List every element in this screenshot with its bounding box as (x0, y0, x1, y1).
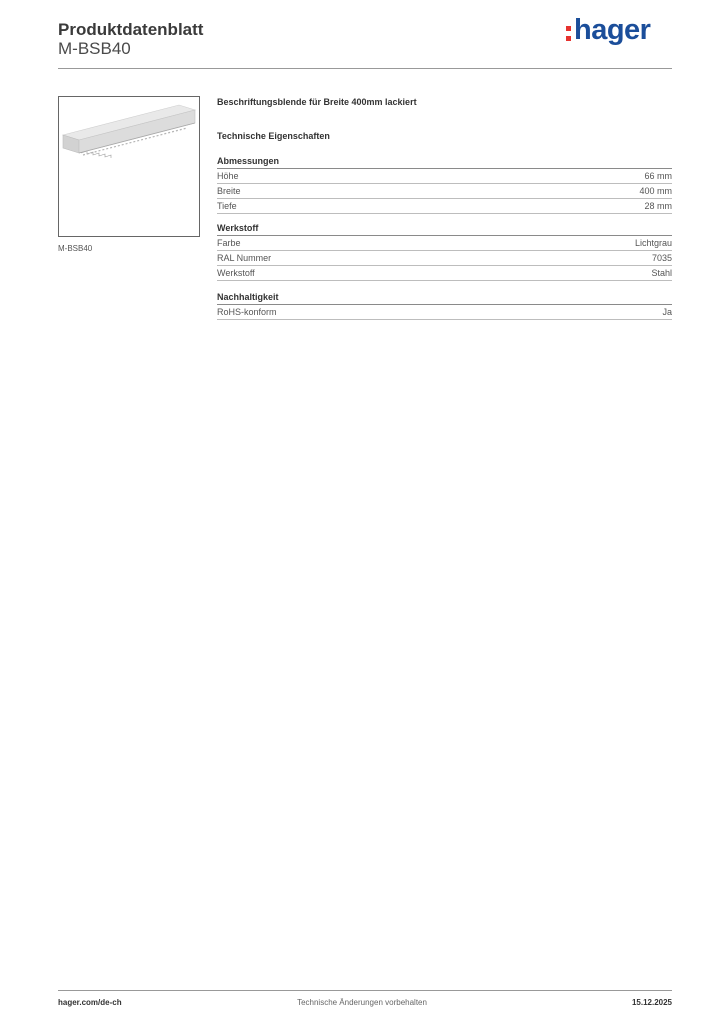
table-row (217, 199, 672, 214)
row-value: 400 mm (639, 186, 672, 196)
section-title: Werkstoff (217, 223, 672, 236)
table-row (217, 305, 672, 320)
technical-heading: Technische Eigenschaften (217, 131, 330, 141)
footer-website-link[interactable]: hager.com/de-ch (58, 998, 122, 1007)
footer-notice: Technische Änderungen vorbehalten (297, 998, 427, 1007)
footer-date: 15.12.2025 (631, 998, 672, 1007)
product-description: Beschriftungsblende für Breite 400mm lackiert (217, 97, 417, 107)
section-dimensions (217, 156, 672, 214)
row-label: Werkstoff (217, 268, 255, 278)
table-row (217, 266, 672, 281)
row-label: RAL Nummer (217, 253, 272, 263)
row-value: 7035 (651, 253, 672, 263)
hager-logo[interactable] (566, 14, 650, 47)
table-row (217, 251, 672, 266)
row-label: Tiefe (217, 201, 237, 211)
image-caption: M-BSB40 (58, 244, 93, 253)
logo-text: hager (574, 14, 651, 46)
section-title: Nachhaltigkeit (217, 292, 672, 305)
header-divider (58, 68, 672, 69)
footer-divider (58, 990, 672, 991)
row-value: Lichtgrau (634, 238, 672, 248)
row-label: Farbe (217, 238, 241, 248)
row-value: 66 mm (644, 171, 672, 181)
page-title: Produktdatenblatt (58, 20, 204, 39)
row-value: 28 mm (644, 201, 672, 211)
row-label: Höhe (217, 171, 239, 181)
section-sustainability (217, 292, 672, 320)
table-row (217, 169, 672, 184)
table-row (217, 236, 672, 251)
product-code: M-BSB40 (58, 39, 131, 58)
section-material (217, 223, 672, 281)
cover-strip-image-icon (59, 97, 199, 236)
row-value: Ja (662, 307, 672, 317)
logo-colon-icon (566, 26, 571, 46)
row-label: RoHS-konform (217, 307, 277, 317)
row-label: Breite (217, 186, 241, 196)
section-title: Abmessungen (217, 156, 672, 169)
table-row (217, 184, 672, 199)
row-value: Stahl (651, 268, 672, 278)
product-image (58, 96, 200, 237)
